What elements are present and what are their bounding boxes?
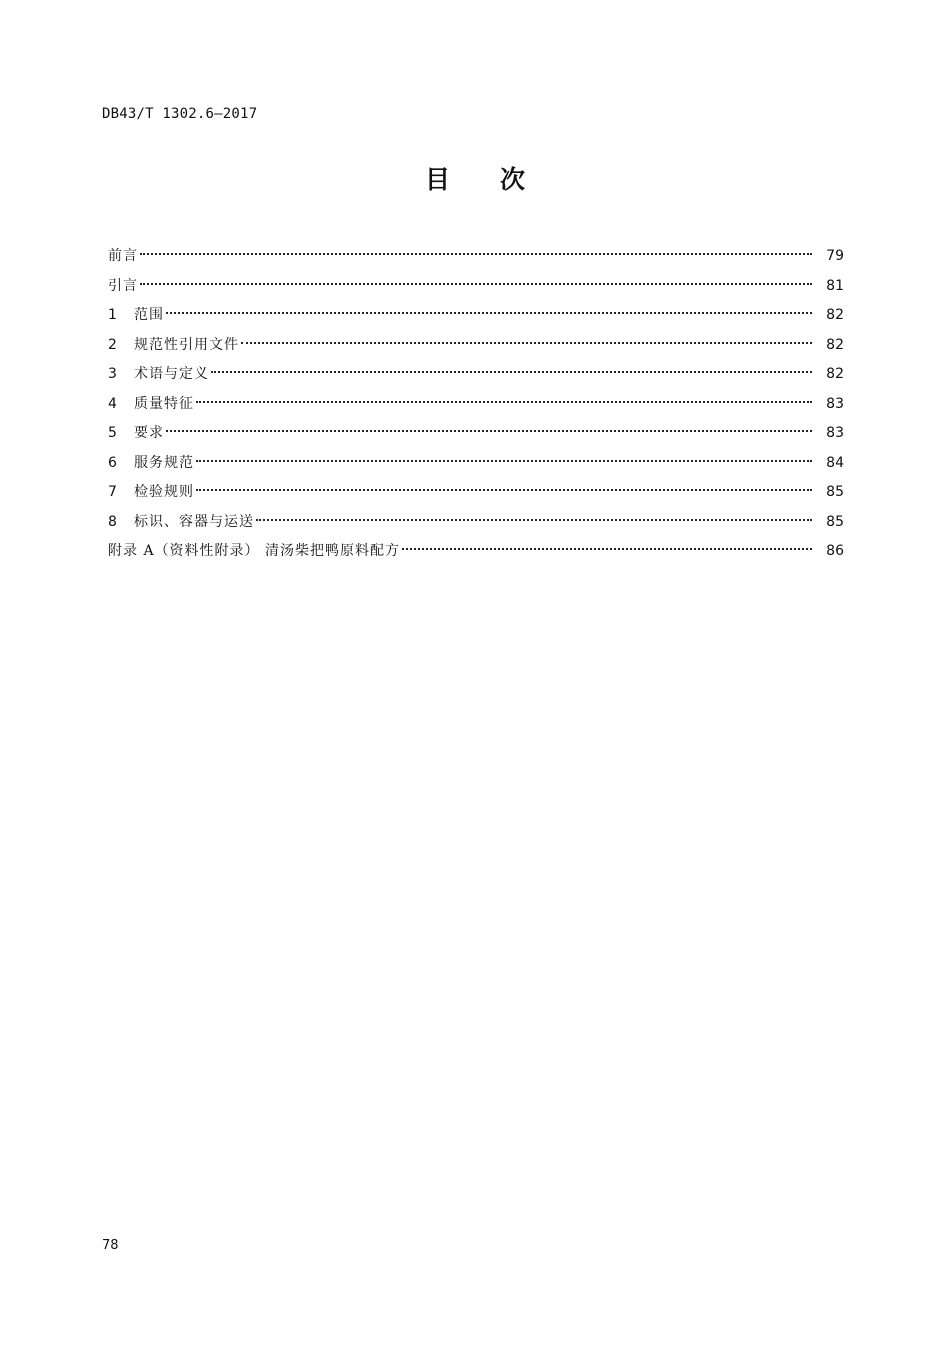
toc-entry-page: 81: [826, 277, 844, 294]
toc-entry[interactable]: [108, 449, 844, 479]
toc-entry-page: 83: [826, 395, 844, 412]
toc-entry-number: 6: [108, 454, 117, 471]
toc-entry-number: 8: [108, 513, 117, 530]
toc-entry-label: 附录 A（资料性附录） 清汤柴把鸭原料配方: [108, 543, 401, 559]
toc-entry-page: 82: [826, 307, 844, 323]
toc-entry-page: 85: [826, 513, 844, 530]
toc-entry-label: 要求: [134, 425, 164, 441]
toc-entry-page: 84: [826, 454, 844, 471]
toc-entry-label: 术语与定义: [134, 366, 209, 382]
toc-entry[interactable]: [108, 331, 844, 361]
page-number: 78: [102, 1238, 119, 1253]
toc-dot-leader: [402, 548, 812, 550]
toc-entry-page: 82: [826, 336, 844, 353]
toc-dot-leader: [196, 489, 812, 491]
toc-entry-page: 83: [826, 425, 844, 441]
toc-entry[interactable]: [108, 478, 844, 508]
toc-entry-page: 79: [826, 248, 844, 264]
toc-entry-label: 服务规范: [134, 454, 194, 471]
toc-entry[interactable]: [108, 508, 844, 538]
toc-entry[interactable]: [108, 390, 844, 420]
toc-dot-leader: [140, 253, 812, 255]
toc-dot-leader: [140, 283, 812, 285]
toc-entry-number: 4: [108, 395, 117, 412]
toc-entry-label: 前言: [108, 248, 138, 264]
toc-entry[interactable]: [108, 301, 844, 331]
toc-entry[interactable]: [108, 537, 844, 567]
toc-dot-leader: [196, 460, 812, 462]
toc-entry[interactable]: [108, 360, 844, 390]
page-title: 目次: [424, 165, 575, 194]
toc-entry-label: 检验规则: [134, 484, 194, 500]
toc-entry-number: 1: [108, 307, 117, 323]
toc-entry-page: 86: [826, 543, 844, 559]
toc-entry-label: 质量特征: [134, 395, 194, 412]
toc-entry-number: 3: [108, 366, 117, 382]
toc-entry[interactable]: [108, 272, 844, 302]
document-code: DB43/T 1302.6—2017: [102, 106, 258, 122]
toc-entry-label: 规范性引用文件: [134, 336, 239, 353]
toc-dot-leader: [166, 430, 812, 432]
toc-entry[interactable]: [108, 419, 844, 449]
toc-entry-label: 范围: [134, 307, 164, 323]
toc-dot-leader: [166, 312, 812, 314]
toc-entry-page: 85: [826, 484, 844, 500]
toc-entry[interactable]: [108, 242, 844, 272]
toc-entry-label: 标识、容器与运送: [134, 513, 254, 530]
toc-entry-label: 引言: [108, 277, 138, 294]
toc-entry-page: 82: [826, 366, 844, 382]
table-of-contents: [108, 242, 844, 567]
toc-dot-leader: [256, 519, 812, 521]
toc-entry-number: 5: [108, 425, 117, 441]
toc-entry-number: 2: [108, 336, 117, 353]
toc-entry-number: 7: [108, 484, 117, 500]
toc-dot-leader: [211, 371, 812, 373]
toc-dot-leader: [241, 342, 812, 344]
toc-dot-leader: [196, 401, 812, 403]
